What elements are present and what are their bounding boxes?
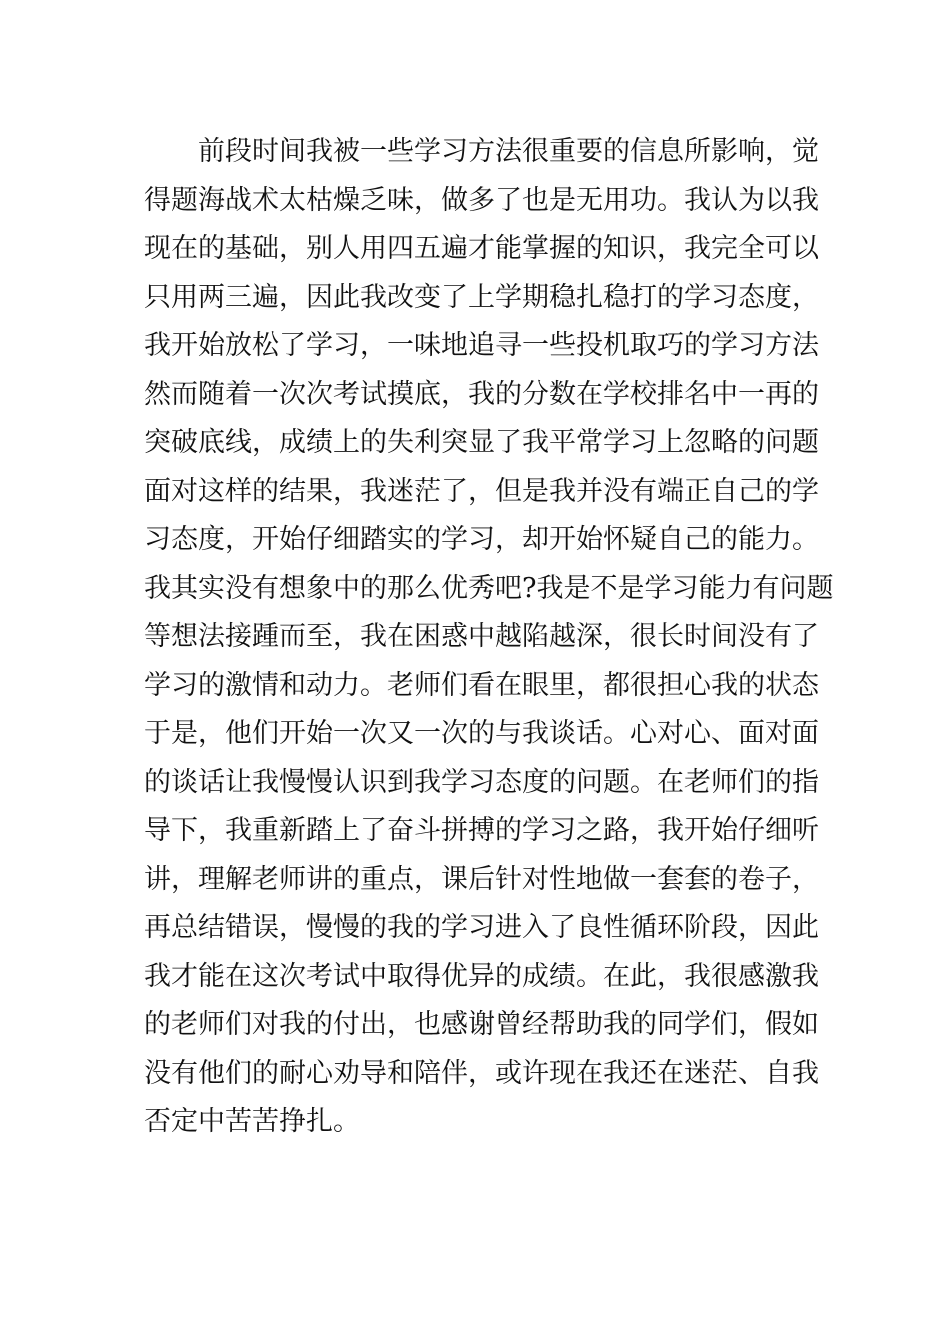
text-line: 的谈话让我慢慢认识到我学习态度的问题。在老师们的指 — [144, 766, 819, 798]
text-line: 于是，他们开始一次又一次的与我谈话。心对心、面对面 — [144, 718, 819, 749]
text-line: 的老师们对我的付出，也感谢曾经帮助我的同学们，假如 — [144, 1009, 819, 1040]
text-line: 我其实没有想象中的那么优秀吧?我是不是学习能力有问题 — [144, 572, 834, 604]
body-paragraph — [144, 128, 834, 1147]
text-line: 学习的激情和动力。老师们看在眼里，都很担心我的状态 — [144, 669, 819, 701]
text-line: 再总结错误，慢慢的我的学习进入了良性循环阶段，因此 — [144, 912, 819, 943]
text-line: 否定中苦苦挣扎。 — [144, 1106, 360, 1137]
text-line: 突破底线，成绩上的失利突显了我平常学习上忽略的问题 — [144, 427, 819, 458]
text-line: 导下，我重新踏上了奋斗拼搏的学习之路，我开始仔细听 — [144, 815, 819, 846]
text-line: 等想法接踵而至，我在困惑中越陷越深，很长时间没有了 — [144, 621, 819, 652]
text-line: 现在的基础，别人用四五遍才能掌握的知识，我完全可以 — [144, 233, 819, 264]
text-line: 讲，理解老师讲的重点，课后针对性地做一套套的卷子， — [144, 863, 819, 895]
text-line: 然而随着一次次考试摸底，我的分数在学校排名中一再的 — [144, 378, 819, 410]
text-line: 没有他们的耐心劝导和陪伴，或许现在我还在迷茫、自我 — [144, 1057, 819, 1089]
text-line: 我才能在这次考试中取得优异的成绩。在此，我很感激我 — [144, 960, 819, 992]
text-line: 习态度，开始仔细踏实的学习，却开始怀疑自己的能力。 — [144, 524, 819, 555]
text-line: 得题海战术太枯燥乏味，做多了也是无用功。我认为以我 — [144, 184, 819, 216]
text-line: 只用两三遍，因此我改变了上学期稳扎稳打的学习态度， — [144, 281, 819, 313]
text-line: 我开始放松了学习，一味地追寻一些投机取巧的学习方法 — [144, 330, 819, 361]
text-line: 前段时间我被一些学习方法很重要的信息所影响，觉 — [144, 136, 819, 167]
text-line: 面对这样的结果，我迷茫了，但是我并没有端正自己的学 — [144, 475, 819, 507]
